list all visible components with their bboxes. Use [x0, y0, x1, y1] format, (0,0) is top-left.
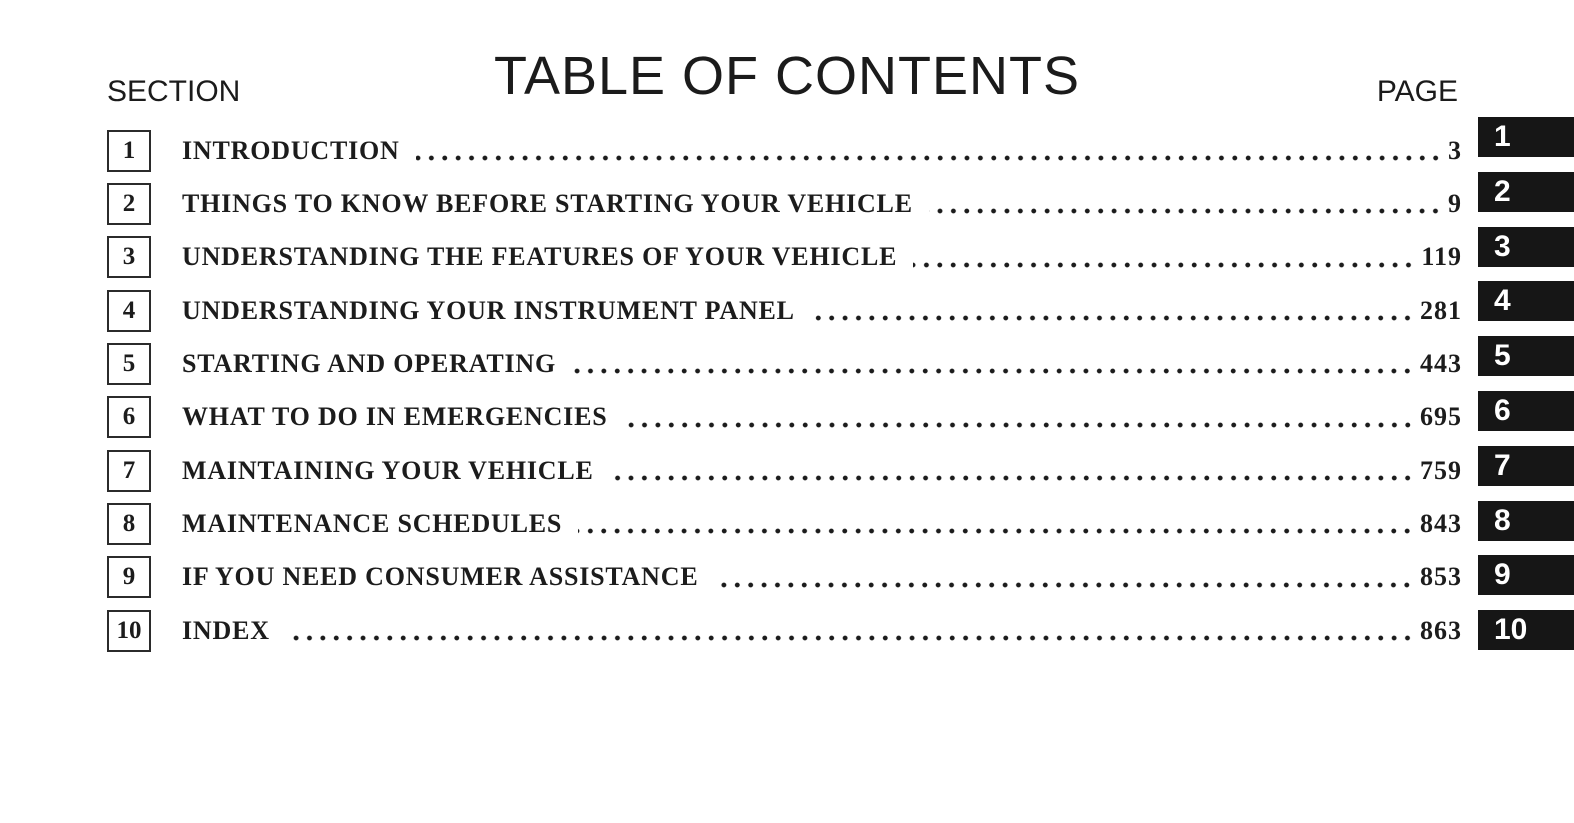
section-number-box: 6 — [107, 396, 151, 438]
toc-entry[interactable] — [107, 604, 1462, 657]
toc-entry-title: MAINTENANCE SCHEDULES — [182, 509, 563, 539]
toc-entry[interactable] — [107, 284, 1462, 337]
toc-entry[interactable] — [107, 231, 1462, 284]
section-column-label: SECTION — [107, 75, 241, 108]
dot-leader — [610, 444, 1414, 497]
dot-leader — [913, 231, 1415, 284]
toc-entry-title: UNDERSTANDING THE FEATURES OF YOUR VEHICLE — [182, 242, 898, 272]
toc-entry-page: 9 — [1448, 189, 1462, 219]
toc-entry-title: STARTING AND OPERATING — [182, 349, 556, 379]
toc-entry-title: IF YOU NEED CONSUMER ASSISTANCE — [182, 562, 699, 592]
toc-entry[interactable] — [107, 337, 1462, 390]
toc-entry-page: 843 — [1420, 509, 1462, 539]
toc-entry-page: 119 — [1421, 242, 1462, 272]
section-number-box: 8 — [107, 503, 151, 545]
section-number-box: 1 — [107, 130, 151, 172]
toc-entry-title: INTRODUCTION — [182, 135, 400, 165]
toc-entry[interactable] — [107, 177, 1462, 230]
toc-entry-title: WHAT TO DO IN EMERGENCIES — [182, 402, 608, 432]
toc-entry-page: 759 — [1420, 455, 1462, 485]
side-tab[interactable]: 3 — [1478, 227, 1574, 267]
side-tab[interactable]: 4 — [1478, 281, 1574, 321]
side-tab[interactable]: 9 — [1478, 555, 1574, 595]
dot-leader — [286, 604, 1414, 657]
toc-entry[interactable] — [107, 497, 1462, 550]
dot-leader — [811, 284, 1414, 337]
dot-leader — [572, 337, 1414, 390]
toc-entry-title: UNDERSTANDING YOUR INSTRUMENT PANEL — [182, 295, 795, 325]
side-tab[interactable]: 6 — [1478, 391, 1574, 431]
side-tab[interactable]: 1 — [1478, 117, 1574, 157]
side-tab[interactable]: 2 — [1478, 172, 1574, 212]
section-number-box: 2 — [107, 183, 151, 225]
dot-leader — [929, 177, 1442, 230]
dot-leader — [714, 551, 1414, 604]
toc-entry[interactable] — [107, 124, 1462, 177]
side-tab[interactable]: 8 — [1478, 501, 1574, 541]
section-number-box: 3 — [107, 236, 151, 278]
side-tab-column — [1478, 117, 1574, 665]
toc-entry[interactable] — [107, 444, 1462, 497]
section-number-box: 4 — [107, 290, 151, 332]
toc-entry-page: 695 — [1420, 402, 1462, 432]
section-number-box: 9 — [107, 556, 151, 598]
page-column-label: PAGE — [1376, 75, 1458, 108]
side-tab[interactable]: 7 — [1478, 446, 1574, 486]
dot-leader — [416, 124, 1442, 177]
page-title: TABLE OF CONTENTS — [493, 46, 1081, 106]
toc-entry-page: 3 — [1448, 135, 1462, 165]
toc-entry[interactable] — [107, 551, 1462, 604]
toc-entry-title: MAINTAINING YOUR VEHICLE — [182, 455, 594, 485]
toc-list — [107, 124, 1462, 657]
toc-entry[interactable] — [107, 391, 1462, 444]
dot-leader — [624, 391, 1414, 444]
side-tab[interactable]: 5 — [1478, 336, 1574, 376]
section-number-box: 5 — [107, 343, 151, 385]
dot-leader — [578, 497, 1414, 550]
section-number-box: 7 — [107, 450, 151, 492]
toc-entry-title: INDEX — [182, 615, 270, 645]
side-tab[interactable]: 10 — [1478, 610, 1574, 650]
toc-entry-page: 863 — [1420, 615, 1462, 645]
toc-entry-page: 443 — [1420, 349, 1462, 379]
toc-entry-page: 281 — [1420, 295, 1462, 325]
toc-entry-page: 853 — [1420, 562, 1462, 592]
section-number-box: 10 — [107, 610, 151, 652]
toc-entry-title: THINGS TO KNOW BEFORE STARTING YOUR VEHICLE — [182, 189, 913, 219]
